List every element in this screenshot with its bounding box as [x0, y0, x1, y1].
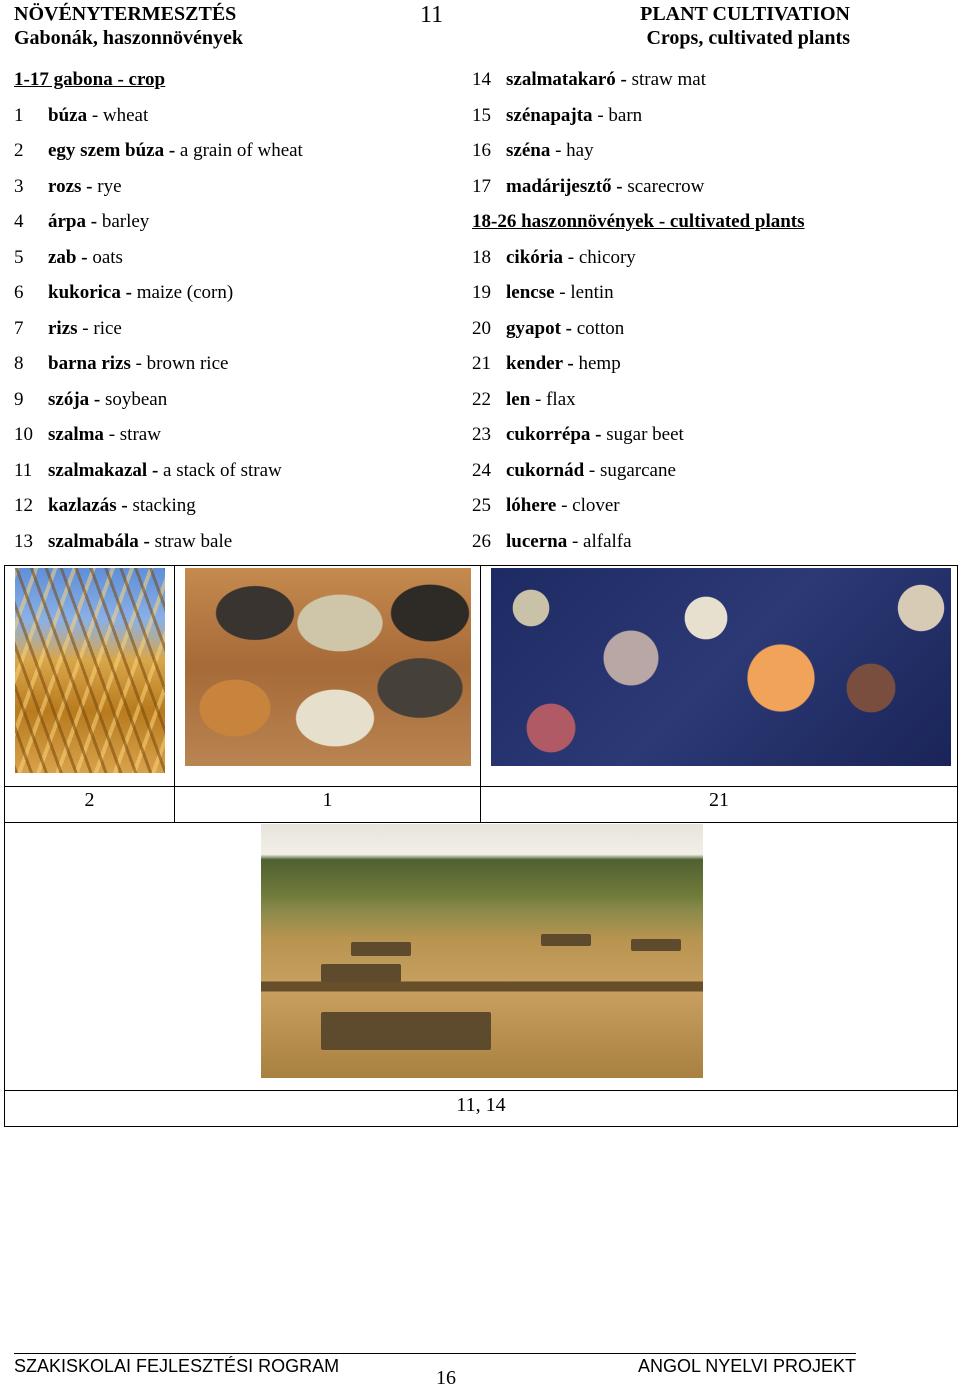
vocab-hungarian: szalmabála - [48, 530, 150, 552]
grid-divider [480, 566, 481, 822]
vocab-number: 19 [472, 282, 491, 303]
vocab-english: rye [92, 175, 122, 197]
vocab-english: - alfalfa [567, 530, 632, 552]
vocab-item [472, 246, 912, 282]
vocab-english: a grain of wheat [175, 140, 303, 161]
figure-caption-bottom: 11, 14 [456, 1094, 506, 1116]
header-left-subtitle: Gabonák, haszonnövények [14, 27, 243, 49]
vocab-number: 17 [472, 175, 491, 197]
vocab-english: - barn [592, 104, 643, 126]
straw-bale-field-photo [261, 824, 703, 1078]
vocab-item [14, 317, 454, 353]
header-left-title: NÖVÉNYTERMESZTÉS [14, 3, 237, 25]
vocab-item [472, 139, 912, 175]
vocab-number: 15 [472, 104, 491, 126]
vocab-item [472, 352, 912, 388]
bale-shape [321, 1012, 491, 1050]
vocab-hungarian: cikória [506, 246, 563, 268]
vocab-number: 12 [14, 495, 33, 516]
vocab-english: - sugarcane [584, 459, 676, 481]
vocab-item [14, 139, 454, 175]
vocab-item [472, 68, 912, 104]
vocab-number: 6 [14, 282, 24, 303]
vocab-hungarian: barna rizs [48, 353, 131, 374]
seeds-photo [491, 568, 951, 766]
vocab-english: straw mat [626, 69, 706, 90]
vocab-hungarian: szalmatakaró - [506, 69, 627, 90]
vocab-hungarian: zab - [48, 246, 88, 268]
vocab-number: 14 [472, 69, 491, 90]
header-right-subtitle: Crops, cultivated plants [646, 27, 850, 49]
vocab-english: scarecrow [622, 175, 705, 197]
header-right [640, 2, 850, 50]
vocab-hungarian: egy szem búza - [48, 140, 176, 161]
bale-shape [321, 964, 401, 982]
vocab-number: 20 [472, 317, 491, 339]
vocab-number: 22 [472, 388, 491, 410]
header-right-title: PLANT CULTIVATION [640, 3, 850, 25]
vocab-number: 3 [14, 175, 24, 197]
footer-left: SZAKISKOLAI FEJLESZTÉSI ROGRAM [14, 1356, 340, 1376]
bale-shape [541, 934, 591, 946]
vocab-hungarian: árpa - [48, 211, 98, 232]
vocab-number: 7 [14, 317, 24, 339]
vocab-number: 24 [472, 459, 491, 481]
vocab-english: - lentin [554, 282, 614, 303]
vocab-number: 4 [14, 211, 24, 232]
vocab-english: maize (corn) [131, 282, 234, 303]
vocab-english: sugar beet [601, 424, 684, 445]
vocab-item [14, 210, 454, 246]
section-heading-crop: 1-17 gabona - crop [14, 69, 166, 90]
vocab-english: cotton [571, 317, 625, 339]
bale-shape [351, 942, 411, 956]
vocab-number: 18 [472, 246, 491, 268]
grain-sacks-photo [185, 568, 471, 766]
vocab-hungarian: rizs [48, 317, 78, 339]
vocab-hungarian: szalma [48, 424, 104, 445]
vocab-hungarian: kukorica - [48, 282, 132, 303]
vocab-number: 2 [14, 140, 24, 161]
vocab-item [14, 494, 454, 530]
vocab-english: - hay [550, 140, 594, 161]
vocab-hungarian: lencse [506, 282, 555, 303]
grid-divider [5, 1090, 957, 1091]
vocab-hungarian: rozs - [48, 175, 93, 197]
vocab-number: 10 [14, 424, 33, 445]
vocab-number: 5 [14, 246, 24, 268]
vocab-english: - clover [556, 495, 620, 516]
vocab-hungarian: cukornád [506, 459, 585, 481]
vocab-hungarian: búza [48, 104, 88, 126]
vocab-item [472, 459, 912, 495]
vocab-item [472, 494, 912, 530]
vocab-hungarian: kazlazás - [48, 495, 128, 516]
vocab-hungarian: lucerna [506, 530, 568, 552]
vocab-number: 1 [14, 104, 24, 126]
vocab-hungarian: cukorrépa - [506, 424, 602, 445]
grid-divider [174, 566, 175, 822]
vocab-number: 23 [472, 424, 491, 445]
vocab-hungarian: széna [506, 140, 551, 161]
vocab-english: - brown rice [130, 353, 229, 374]
vocab-english: - straw [103, 424, 161, 445]
header-left [14, 2, 243, 50]
vocab-english: hemp [573, 353, 621, 374]
footer-rule [14, 1353, 856, 1354]
vocab-item [14, 104, 454, 140]
vocab-item [14, 246, 454, 282]
vocab-hungarian: gyapot - [506, 317, 572, 339]
vocab-english: - rice [77, 317, 122, 339]
vocab-hungarian: len [506, 388, 531, 410]
vocab-item [14, 459, 454, 495]
vocab-english: stacking [127, 495, 196, 516]
grid-divider [5, 822, 957, 823]
vocab-number: 26 [472, 530, 491, 552]
vocab-number: 13 [14, 530, 33, 552]
vocab-english: - flax [530, 388, 576, 410]
vocab-english: - chicory [563, 246, 636, 268]
vocab-hungarian: madárijesztő - [506, 175, 623, 197]
vocab-number: 9 [14, 388, 24, 410]
vocab-item [472, 530, 912, 566]
vocab-english: straw bale [149, 530, 233, 552]
vocab-number: 16 [472, 140, 491, 161]
bale-shape [631, 939, 681, 951]
vocab-item [472, 281, 912, 317]
vocab-number: 25 [472, 495, 491, 516]
figure-caption: 1 [322, 789, 333, 811]
vocab-item [472, 104, 912, 140]
vocab-english: a stack of straw [158, 459, 282, 481]
vocab-hungarian: lóhere [506, 495, 557, 516]
vocab-english: barley [97, 211, 150, 232]
vocab-hungarian: szalmakazal - [48, 459, 159, 481]
wheat-photo [15, 568, 165, 773]
section-heading-cultivated-plants: 18-26 haszonnövények - cultivated plants [472, 211, 805, 232]
vocab-item [14, 281, 454, 317]
vocab-item [14, 388, 454, 424]
vocab-item [14, 530, 454, 566]
footer-right: ANGOL NYELVI PROJEKT [637, 1356, 856, 1376]
vocab-number: 11 [14, 459, 33, 481]
header-page-number: 11 [420, 2, 444, 28]
vocab-number: 21 [472, 353, 491, 374]
vocab-item [472, 317, 912, 353]
figure-caption: 21 [709, 789, 729, 811]
vocab-item [472, 175, 912, 211]
vocab-item [472, 423, 912, 459]
grid-divider [5, 786, 957, 787]
vocabulary-right-column [472, 68, 912, 565]
vocab-hungarian: szója - [48, 388, 101, 410]
vocab-item [14, 423, 454, 459]
figure-caption: 2 [84, 789, 95, 811]
figure-grid [4, 565, 958, 1127]
vocabulary-left-column [14, 68, 454, 565]
vocab-english: - wheat [87, 104, 149, 126]
vocab-number: 8 [14, 353, 24, 374]
vocab-item [14, 175, 454, 211]
vocab-item [14, 352, 454, 388]
footer-page-number: 16 [436, 1367, 456, 1389]
vocab-hungarian: kender - [506, 353, 574, 374]
vocab-english: soybean [100, 388, 168, 410]
vocab-english: oats [87, 246, 123, 268]
vocab-item [472, 388, 912, 424]
vocab-hungarian: szénapajta [506, 104, 593, 126]
